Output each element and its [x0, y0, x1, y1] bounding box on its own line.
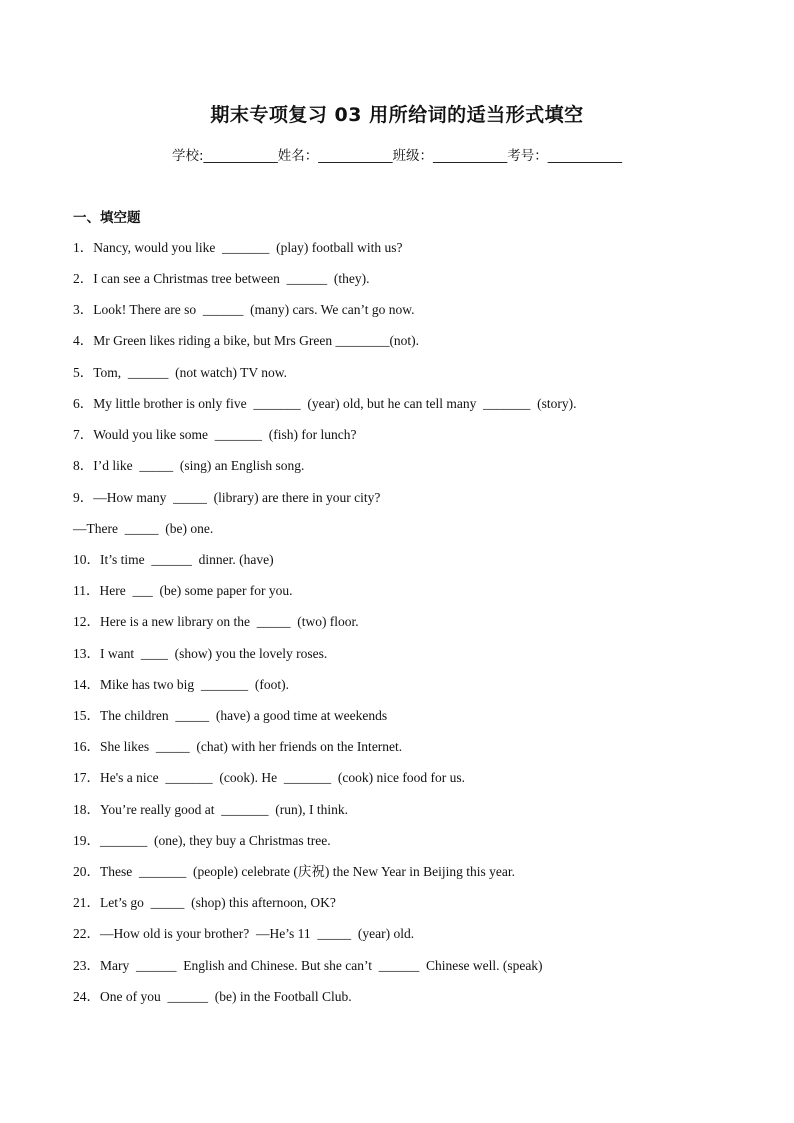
question-4: 4．Mr Green likes riding a bike, but Mrs Green ________(not).: [73, 333, 420, 348]
question-9-answer-line: —There _____ (be) one.: [73, 521, 214, 536]
question-17: 17．He's a nice _______ (cook). He _______ (cook) nice food for us.: [73, 770, 465, 785]
question-15: 15．The children _____ (have) a good time at weekends: [73, 708, 388, 723]
question-21: 21．Let’s go _____ (shop) this afternoon, OK?: [73, 895, 336, 910]
question-19: 19．_______ (one), they buy a Christmas tree.: [73, 833, 331, 848]
question-9: 9．—How many _____ (library) are there in your city?: [73, 490, 381, 505]
question-12: 12．Here is a new library on the _____ (two) floor.: [73, 614, 359, 629]
question-16: 16．She likes _____ (chat) with her friends on the Internet.: [73, 739, 403, 754]
question-14: 14．Mike has two big _______ (foot).: [73, 677, 289, 692]
student-info-line: 学校:___________姓名：___________班级：___________考号：___________: [171, 148, 623, 164]
question-20: 20．These _______ (people) celebrate (庆祝) the New Year in Beijing this year.: [73, 864, 516, 879]
question-3: 3．Look! There are so ______ (many) cars. We can’t go now.: [73, 302, 415, 317]
question-8: 8．I’d like _____ (sing) an English song.: [73, 458, 305, 473]
question-5: 5．Tom, ______ (not watch) TV now.: [73, 365, 288, 380]
question-18: 18．You’re really good at _______ (run), I think.: [73, 802, 348, 817]
question-6: 6．My little brother is only five _______ (year) old, but he can tell many _______ (story).: [73, 396, 577, 411]
question-13: 13．I want ____ (show) you the lovely roses.: [73, 646, 328, 661]
question-11: 11．Here ___ (be) some paper for you.: [73, 583, 293, 598]
question-1: 1．Nancy, would you like _______ (play) football with us?: [73, 240, 403, 255]
section-heading: 一、填空题: [73, 210, 141, 226]
question-10: 10．It’s time ______ dinner. (have): [73, 552, 274, 567]
question-2: 2．I can see a Christmas tree between ______ (they).: [73, 271, 370, 286]
page-title: 期末专项复习 03 用所给词的适当形式填空: [210, 104, 584, 126]
question-24: 24．One of you ______ (be) in the Football Club.: [73, 989, 352, 1004]
question-23: 23．Mary ______ English and Chinese. But she can’t ______ Chinese well. (speak): [73, 958, 543, 973]
question-7: 7．Would you like some _______ (fish) for lunch?: [73, 427, 357, 442]
question-22: 22．—How old is your brother? —He’s 11 _____ (year) old.: [73, 926, 415, 941]
